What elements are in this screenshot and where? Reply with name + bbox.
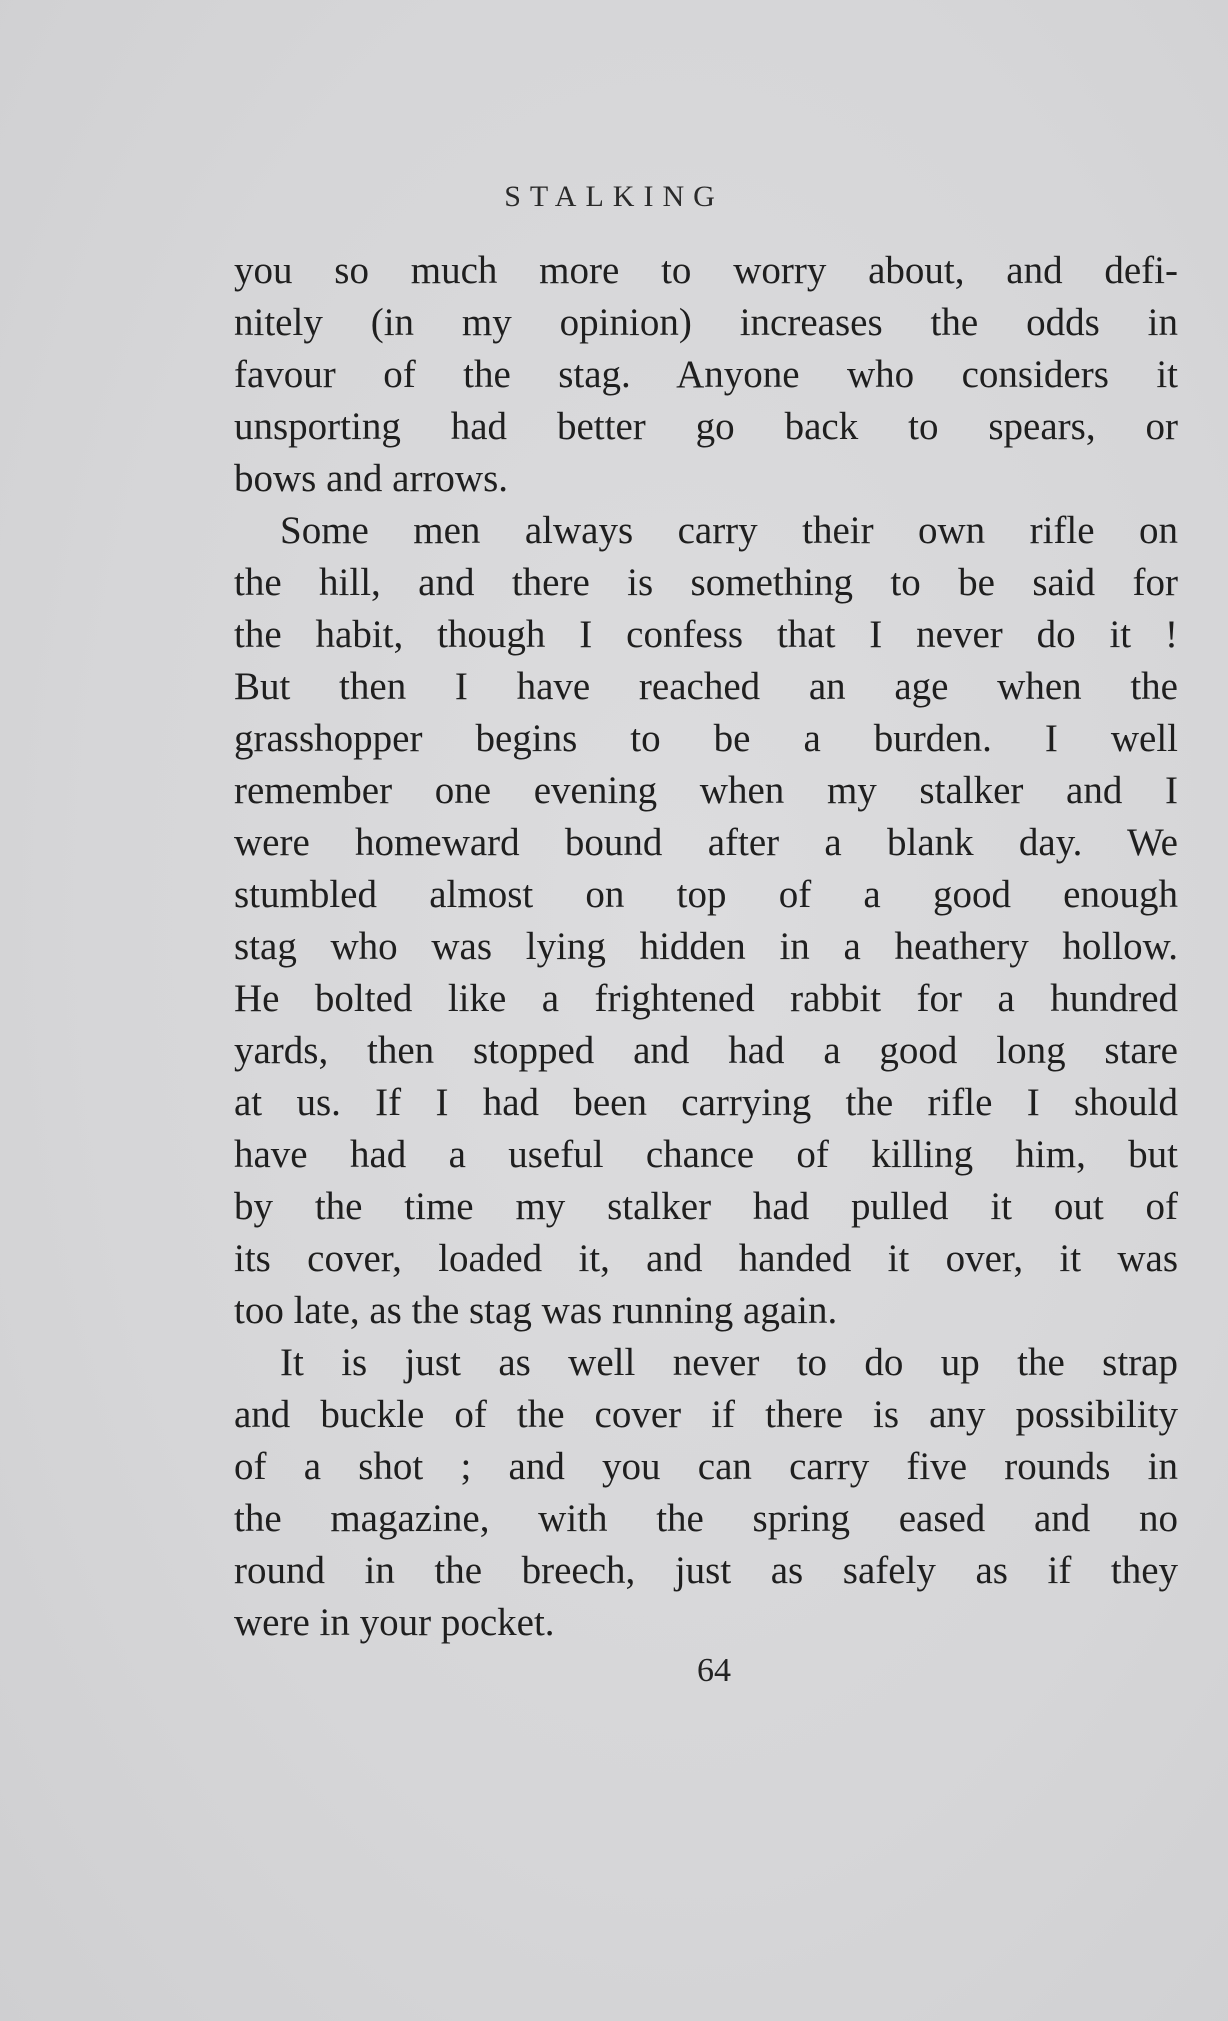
text-line: the habit, though I confess that I never do it ! — [234, 613, 1178, 656]
text-line: the magazine, with the spring eased and no — [234, 1497, 1178, 1540]
text-line: He bolted like a frightened rabbit for a hundred — [234, 977, 1178, 1020]
text-line: It is just as well never to do up the strap — [280, 1341, 1178, 1384]
text-line: bows and arrows. — [234, 457, 509, 500]
text-line: round in the breech, just as safely as if they — [234, 1549, 1178, 1592]
text-line: too late, as the stag was running again. — [234, 1289, 838, 1332]
body-text — [234, 245, 1178, 1649]
text-line: the hill, and there is something to be said for — [234, 561, 1178, 604]
text-line: have had a useful chance of killing him, but — [234, 1133, 1178, 1176]
text-line: of a shot ; and you can carry five rounds in — [234, 1445, 1178, 1488]
text-line: yards, then stopped and had a good long stare — [234, 1029, 1178, 1072]
text-line: and buckle of the cover if there is any possibility — [234, 1393, 1178, 1436]
text-line: by the time my stalker had pulled it out of — [234, 1185, 1178, 1228]
text-line: nitely (in my opinion) increases the odds in — [234, 301, 1178, 344]
text-line: stag who was lying hidden in a heathery hollow. — [234, 925, 1178, 968]
text-line: at us. If I had been carrying the rifle I should — [234, 1081, 1178, 1124]
text-line: unsporting had better go back to spears, or — [234, 405, 1178, 448]
text-line: were in your pocket. — [234, 1601, 555, 1644]
text-line: But then I have reached an age when the — [234, 665, 1178, 708]
page-number: 64 — [697, 1652, 731, 1689]
text-line: its cover, loaded it, and handed it over, it was — [234, 1237, 1178, 1280]
text-line: favour of the stag. Anyone who considers it — [234, 353, 1178, 396]
text-line: remember one evening when my stalker and I — [234, 769, 1178, 812]
text-line: you so much more to worry about, and defi- — [234, 249, 1178, 292]
text-line: Some men always carry their own rifle on — [280, 509, 1178, 552]
running-head: STALKING — [504, 180, 724, 213]
text-line: grasshopper begins to be a burden. I well — [234, 717, 1178, 760]
text-line: were homeward bound after a blank day. We — [234, 821, 1178, 864]
text-line: stumbled almost on top of a good enough — [234, 873, 1178, 916]
